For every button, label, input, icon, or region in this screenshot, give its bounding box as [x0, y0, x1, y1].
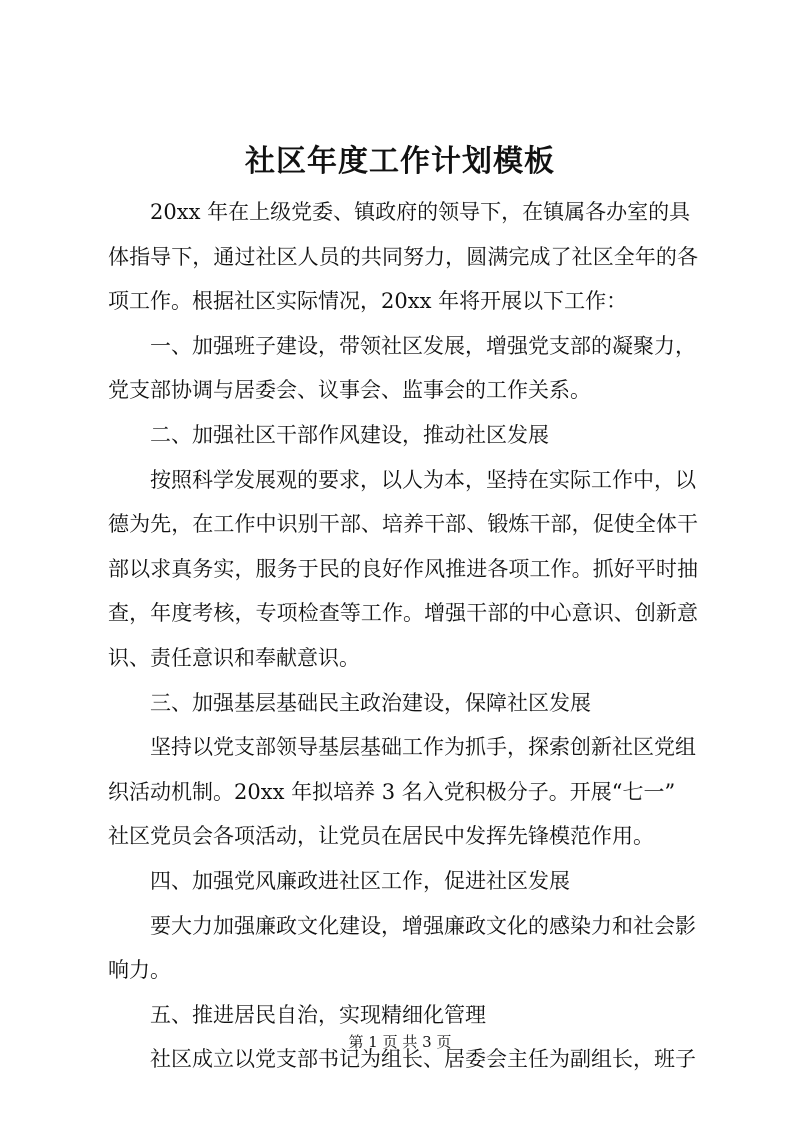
section-heading: 二、加强社区干部作风建设，推动社区发展 [150, 422, 549, 447]
section-heading: 四、加强党风廉政进社区工作，促进社区发展 [150, 868, 570, 893]
page-indicator: 第 1 页 共 3 页 [348, 1033, 452, 1051]
paragraph-line: 坚持以党支部领导基层基础工作为抓手，探索创新社区党组 [150, 735, 696, 760]
document-body [108, 190, 698, 1082]
paragraph-line: 党支部协调与居委会、议事会、监事会的工作关系。 [108, 378, 591, 403]
paragraph-line: 一、加强班子建设，带领社区发展，增强党支部的凝聚力， [150, 333, 696, 358]
document-title: 社区年度工作计划模板 [245, 144, 555, 179]
section-heading: 三、加强基层基础民主政治建设，保障社区发展 [150, 690, 591, 715]
paragraph-line: 德为先，在工作中识别干部、培养干部、锻炼干部，促使全体干 [108, 512, 698, 537]
paragraph-line: 部以求真务实，服务于民的良好作风推进各项工作。抓好平时抽 [108, 556, 698, 581]
paragraph-line: 识、责任意识和奉献意识。 [108, 645, 360, 670]
paragraph-line: 按照科学发展观的要求，以人为本，坚持在实际工作中，以 [150, 467, 696, 492]
section-heading: 五、推进居民自治，实现精细化管理 [150, 1002, 486, 1027]
paragraph-line: 社区党员会各项活动，让党员在居民中发挥先锋模范作用。 [108, 824, 654, 849]
paragraph-line: 查，年度考核，专项检查等工作。增强干部的中心意识、创新意 [108, 601, 698, 626]
paragraph-line: 要大力加强廉政文化建设，增强廉政文化的感染力和社会影 [150, 913, 696, 938]
paragraph-line: 织活动机制。20xx 年拟培养 3 名入党积极分子。开展“七一” [108, 779, 676, 804]
paragraph-line: 社区成立以党支部书记为组长、居委会主任为副组长，班子 [150, 1047, 696, 1072]
paragraph-line: 体指导下，通过社区人员的共同努力，圆满完成了社区全年的各 [108, 244, 698, 269]
paragraph-line: 响力。 [108, 958, 171, 983]
paragraph-line: 20xx 年在上级党委、镇政府的领导下，在镇属各办室的具 [150, 200, 691, 224]
paragraph-line: 项工作。根据社区实际情况，20xx 年将开展以下工作： [108, 289, 628, 314]
